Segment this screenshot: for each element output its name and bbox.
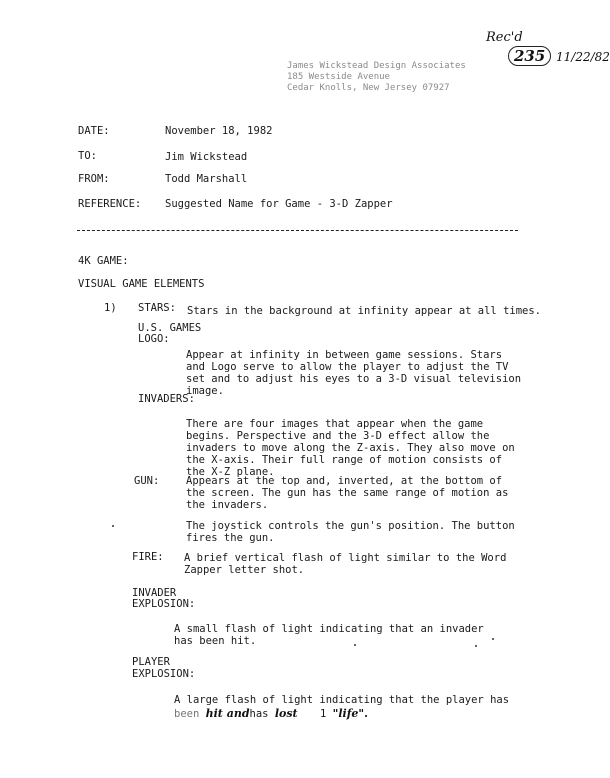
player-explosion-label-line-1: PLAYER [132, 656, 170, 668]
received-stamp [486, 30, 523, 45]
gun-joystick-text: The joystick controls the gun's position. The button fires the gun. [186, 520, 515, 544]
player-explosion-text-line-2 [174, 707, 368, 720]
invader-explosion-text: A small flash of light indicating that an invader has been hit. [174, 623, 484, 647]
to-label: TO: [78, 150, 97, 162]
speck [112, 525, 114, 527]
gun-text: Appears at the top and, inverted, at the bottom of the screen. The gun has the same range of motion as the invaders. [186, 475, 509, 511]
invaders-label: INVADERS: [138, 393, 195, 405]
letterhead-line-1: James Wickstead Design Associates [287, 61, 466, 71]
fire-label: FIRE: [132, 551, 164, 563]
from-label: FROM: [78, 173, 110, 185]
from-value: Todd Marshall [165, 173, 248, 185]
gun-label: GUN: [134, 475, 160, 487]
invaders-text: There are four images that appear when the game begins. Perspective and the 3-D effect allow the invaders to move along the Z-axis. They also move on the X-axis. Their full range of motion consists of the X-Z plane. [186, 418, 515, 478]
logo-label-line-2: LOGO: [138, 333, 170, 345]
dashed-divider [77, 230, 518, 231]
player-explosion-number: 1 [319, 708, 327, 720]
invader-explosion-label-line-2: EXPLOSION: [132, 598, 196, 610]
stamp-number: 235 [508, 46, 551, 66]
game-heading: 4K GAME: [78, 255, 129, 267]
handwritten-lost: lost [274, 707, 298, 720]
invader-explosion-label-line-1: INVADER [132, 587, 177, 599]
reference-value: Suggested Name for Game - 3-D Zapper [165, 198, 393, 210]
date-value: November 18, 1982 [165, 125, 273, 137]
stamp-date: 11/22/82 [556, 50, 610, 64]
to-value: Jim Wickstead [165, 151, 248, 163]
player-explosion-word-has: has [249, 708, 269, 720]
section-heading: VISUAL GAME ELEMENTS [78, 278, 205, 290]
stars-label: STARS: [138, 302, 176, 314]
logo-label-line-1: U.S. GAMES [138, 322, 202, 334]
letterhead-line-3: Cedar Knolls, New Jersey 07927 [287, 83, 450, 93]
date-label: DATE: [78, 125, 110, 137]
reference-label: REFERENCE: [78, 198, 142, 210]
logo-text: Appear at infinity in between game sessions. Stars and Logo serve to allow the player to adjust the TV set and to adjust his eyes to a 3-D visual television image. [186, 349, 522, 397]
stars-text: Stars in the background at infinity appear at all times. [187, 305, 542, 317]
speck [354, 644, 356, 646]
player-explosion-text: A large flash of light indicating that the player has [174, 694, 510, 706]
player-explosion-word-been: been [174, 708, 200, 720]
handwritten-hit-and: hit and [205, 707, 250, 720]
item-number: 1) [104, 302, 117, 314]
recd-mark: Rec'd [486, 30, 523, 45]
player-explosion-label-line-2: EXPLOSION: [132, 668, 196, 680]
speck [475, 645, 477, 647]
handwritten-life: "life". [332, 707, 368, 720]
speck [492, 638, 494, 640]
fire-text: A brief vertical flash of light similar to the Word Zapper letter shot. [184, 552, 507, 576]
letterhead-line-2: 185 Westside Avenue [287, 72, 390, 82]
